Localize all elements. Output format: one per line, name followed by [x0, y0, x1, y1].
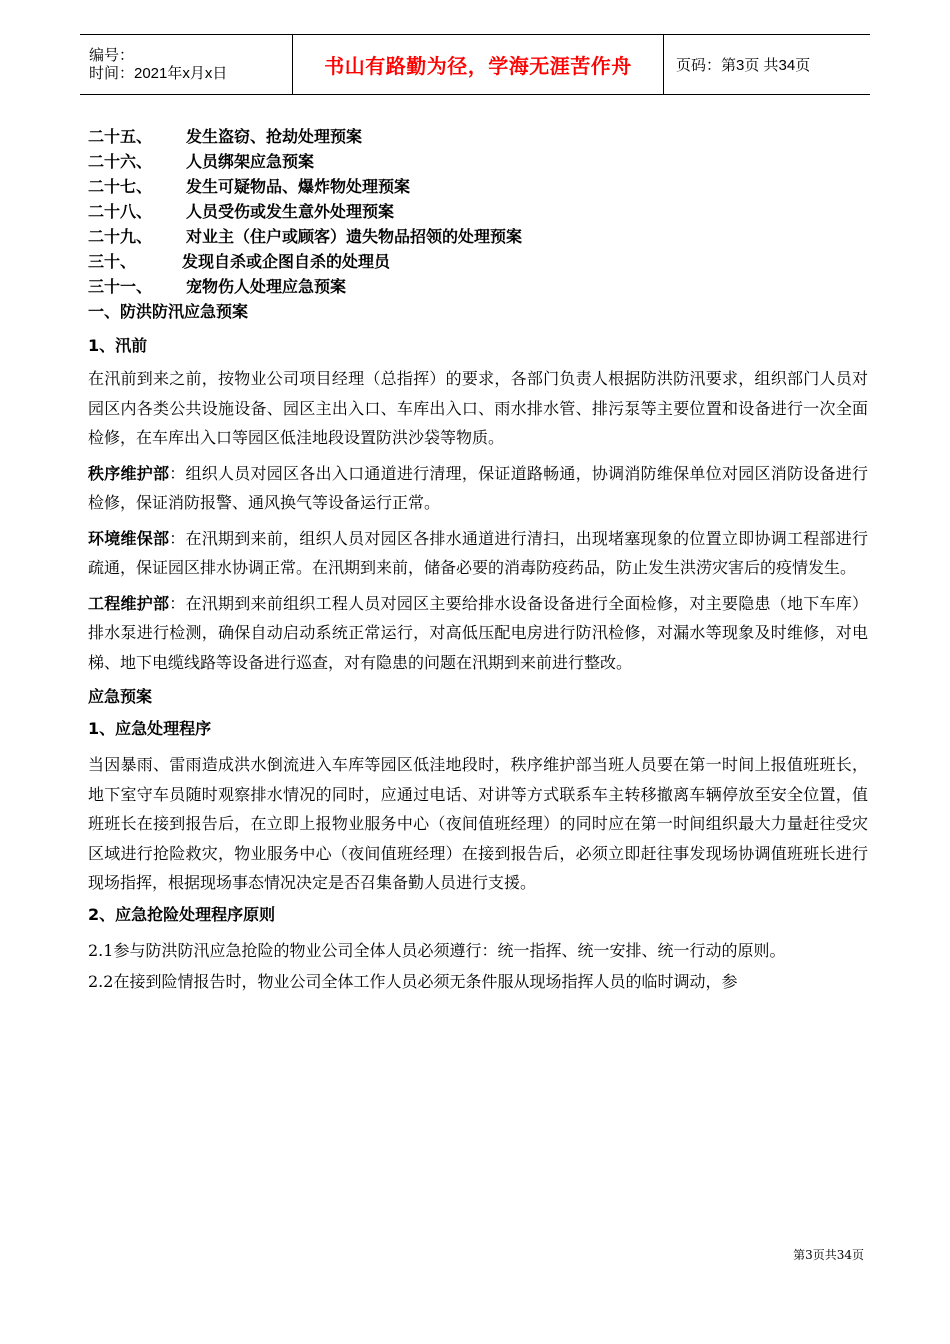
- toc-text: 发生可疑物品、爆炸物处理预案: [186, 177, 411, 196]
- toc-text: 人员绑架应急预案: [186, 152, 315, 171]
- toc-text: 对业主（住户或顾客）遗失物品招领的处理预案: [186, 227, 523, 246]
- toc-item: [88, 174, 868, 199]
- toc-number: 二十五、: [88, 127, 153, 146]
- section-heading: 一、防洪防汛应急预案: [88, 302, 249, 321]
- toc-item: [88, 224, 868, 249]
- paragraph: 在汛前到来之前，按物业公司项目经理（总指挥）的要求，各部门负责人根据防洪防汛要求，组织部门人员对园区内各类公共设施设备、园区主出入口、车库出入口、雨水排水管、排污泵等主要位置和设备进行一次全面检修，在车库出入口等园区低洼地段设置防洪沙袋等物质。: [88, 369, 868, 447]
- paragraph: [88, 524, 868, 583]
- toc-number: 二十九、: [88, 227, 153, 246]
- toc-number: 二十七、: [88, 177, 153, 196]
- subsection-heading: 1、汛前: [88, 336, 148, 355]
- toc-item: [88, 249, 868, 274]
- paragraph-text: ：在汛期到来前，组织人员对园区各排水通道进行清扫，出现堵塞现象的位置立即协调工程部进行疏通，保证园区排水协调正常。在汛期到来前，储备必要的消毒防疫药品，防止发生洪涝灾害后的疫情发生。: [88, 528, 868, 577]
- document-number-label: 编号：: [89, 46, 135, 64]
- table-of-contents: [88, 124, 868, 299]
- toc-text: 发现自杀或企图自杀的处理员: [182, 252, 391, 271]
- toc-text: 宠物伤人处理应急预案: [186, 277, 347, 296]
- toc-item: [88, 199, 868, 224]
- document-time-label: 时间：2021年x月x日: [89, 64, 228, 82]
- toc-item: [88, 124, 868, 149]
- toc-item: [88, 274, 868, 299]
- paragraph: 2.2在接到险情报告时，物业公司全体工作人员必须无条件服从现场指挥人员的临时调动，参: [88, 972, 738, 991]
- toc-number: 二十六、: [88, 152, 153, 171]
- paragraph-text: ：组织人员对园区各出入口通道进行清理，保证道路畅通，协调消防维保单位对园区消防设备进行检修，保证消防报警、通风换气等设备运行正常。: [88, 463, 868, 512]
- paragraph: [88, 459, 868, 518]
- toc-item: [88, 149, 868, 174]
- toc-number: 二十八、: [88, 202, 153, 221]
- toc-number: 三十一、: [88, 277, 153, 296]
- document-body: [88, 124, 868, 997]
- paragraph-lead: 环境维保部: [88, 528, 170, 548]
- header-info-cell: [80, 35, 293, 95]
- paragraph-lead: 工程维护部: [88, 593, 170, 613]
- header-motto: 书山有路勤为径，学海无涯苦作舟: [293, 35, 664, 95]
- header-page-number: 页码：第3页 共34页: [664, 35, 871, 95]
- paragraph-text: ：在汛期到来前组织工程人员对园区主要给排水设备设备进行全面检修，对主要隐患（地下车库）排水泵进行检测，确保自动启动系统正常运行，对高低压配电房进行防汛检修，对漏水等现象及时维修，对电梯、地下电缆线路等设备进行巡查，对有隐患的问题在汛期到来前进行整改。: [88, 593, 868, 672]
- page-header: [80, 34, 870, 95]
- paragraph: [88, 589, 868, 678]
- toc-text: 发生盗窃、抢劫处理预案: [186, 127, 363, 146]
- paragraph: 当因暴雨、雷雨造成洪水倒流进入车库等园区低洼地段时，秩序维护部当班人员要在第一时间上报值班班长，地下室守车员随时观察排水情况的同时，应通过电话、对讲等方式联系车主转移撤离车辆停放至安全位置，值班班长在接到报告后，在立即上报物业服务中心（夜间值班经理）的同时应在第一时间组织最大力量赶往受灾区域进行抢险救灾，物业服务中心（夜间值班经理）在接到报告后，必须立即赶往事发现场协调值班班长进行现场指挥，根据现场事态情况决定是否召集备勤人员进行支援。: [88, 755, 868, 892]
- subsection-heading: 2、应急抢险处理程序原则: [88, 904, 276, 924]
- toc-number: 三十、: [88, 252, 137, 271]
- subsection-heading: 1、应急处理程序: [88, 719, 212, 738]
- page-footer: 第3页共34页: [793, 1248, 864, 1262]
- paragraph-lead: 秩序维护部: [88, 463, 170, 483]
- paragraph: 2.1参与防洪防汛应急抢险的物业公司全体人员必须遵行：统一指挥、统一安排、统一行动的原则。: [88, 940, 786, 960]
- toc-text: 人员受伤或发生意外处理预案: [186, 202, 395, 221]
- section-heading: 应急预案: [88, 687, 153, 706]
